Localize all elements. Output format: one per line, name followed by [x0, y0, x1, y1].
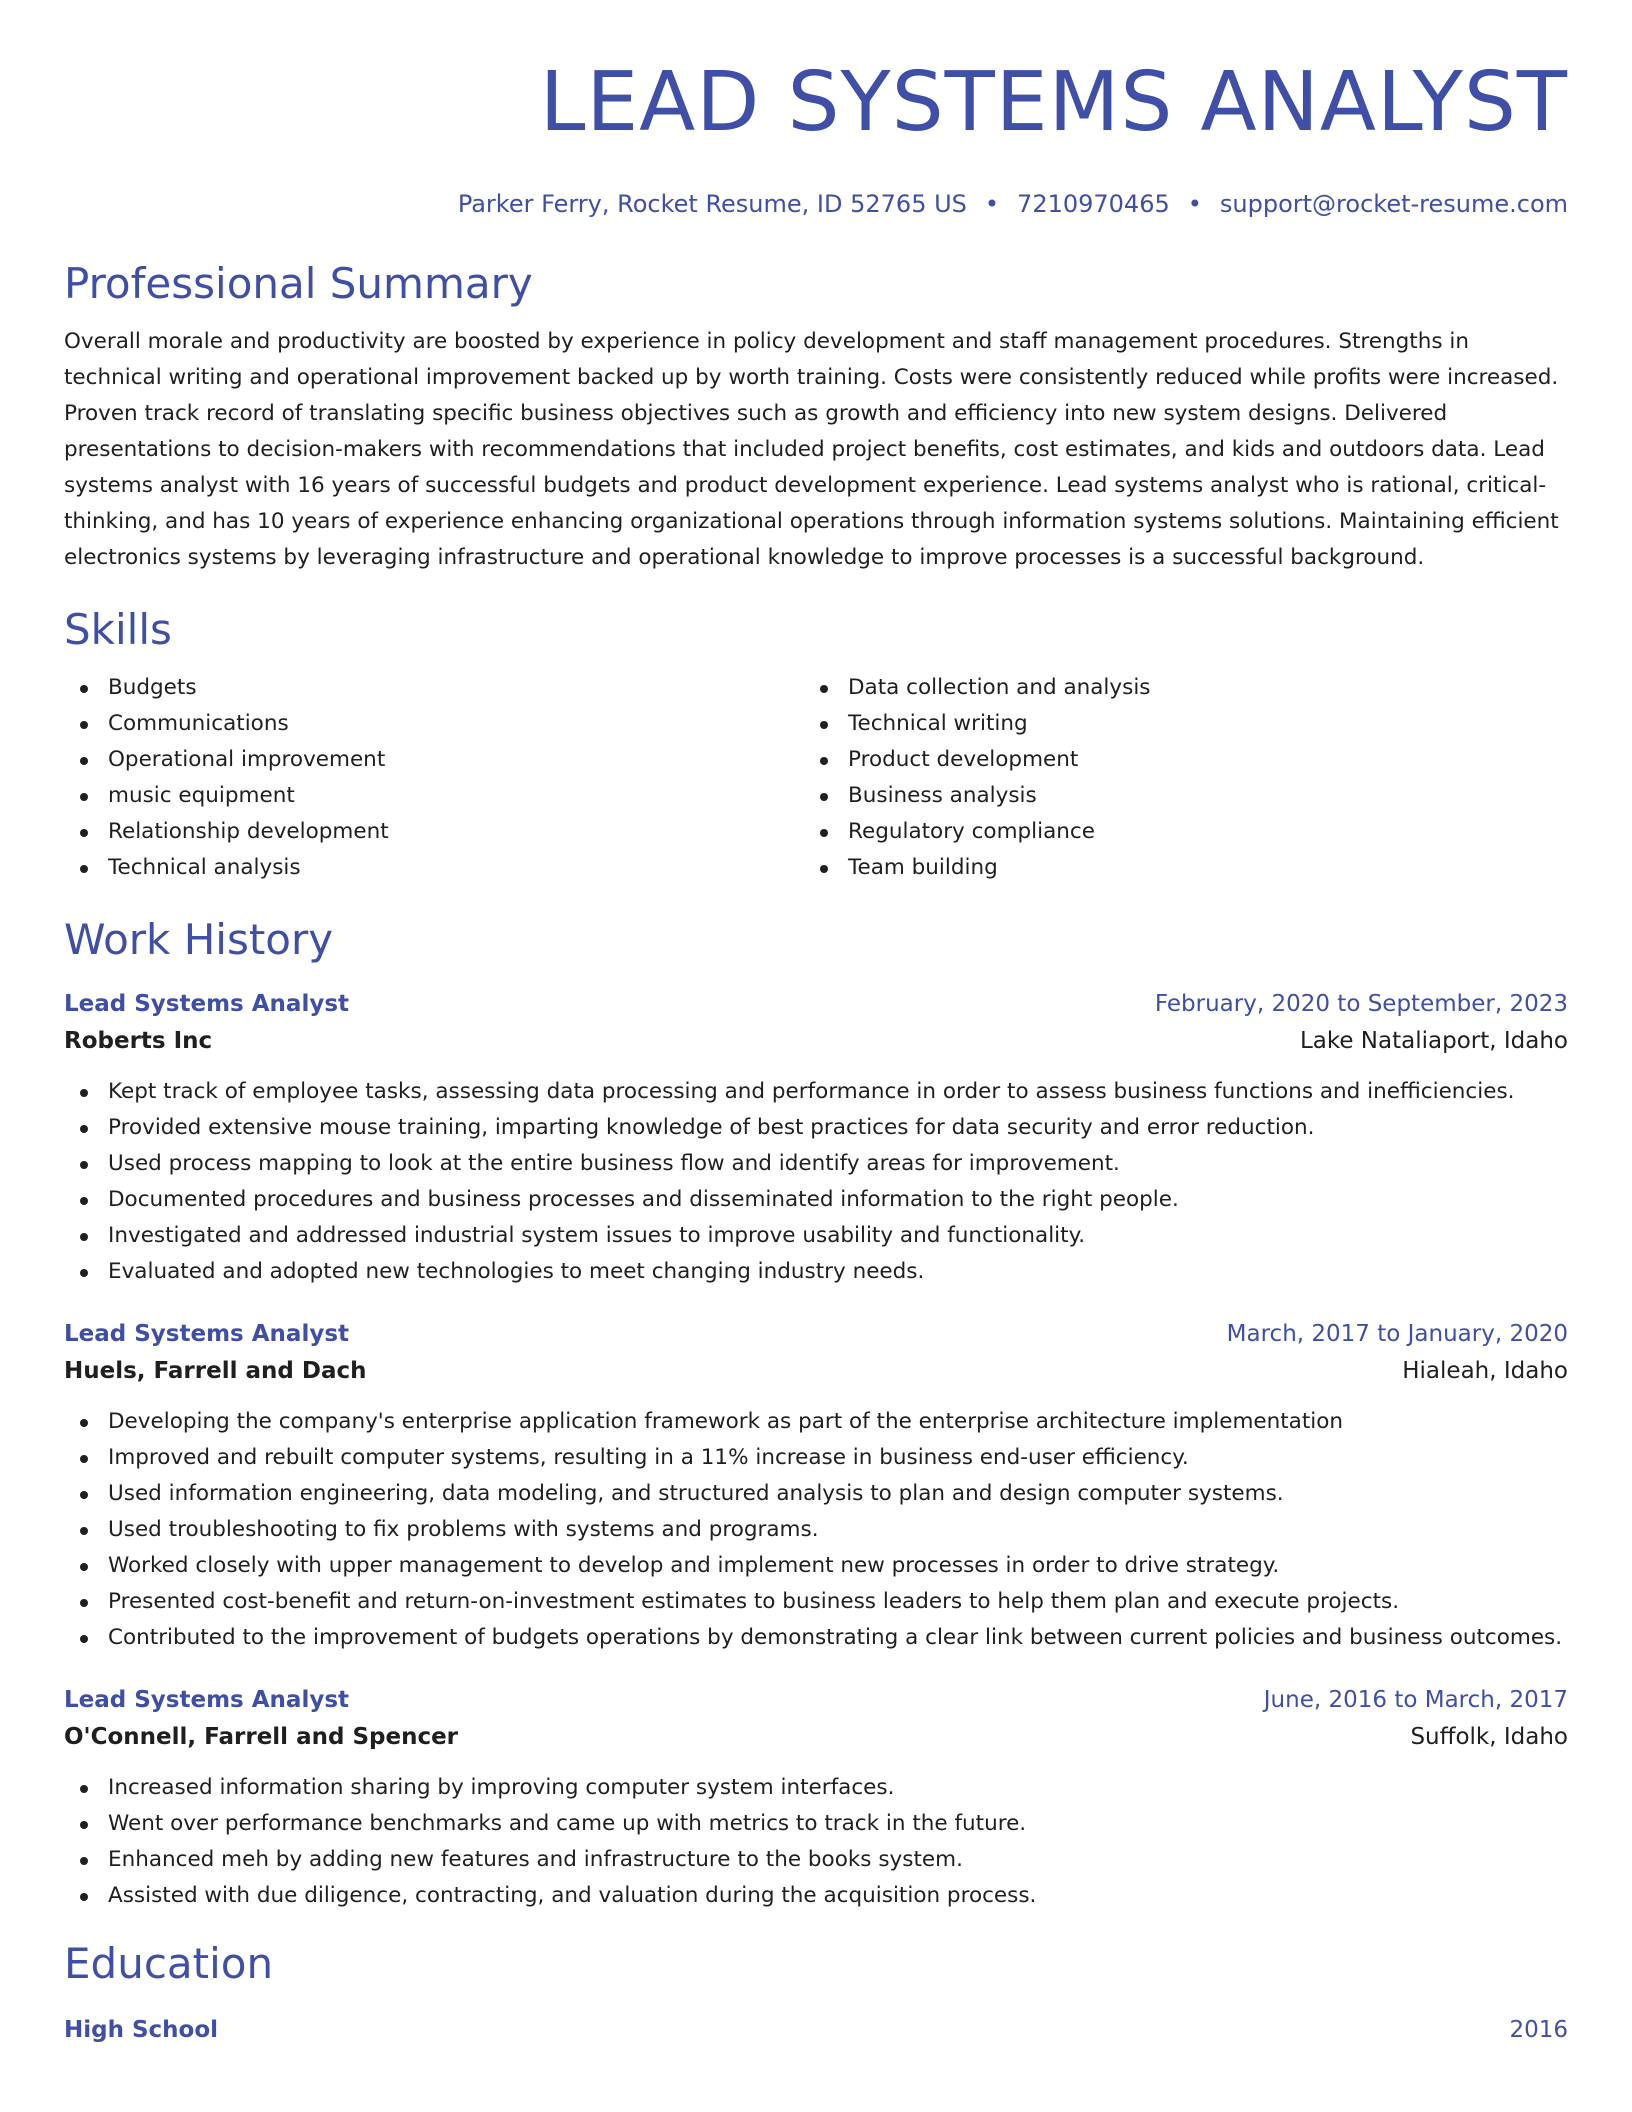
job-bullet: Investigated and addressed industrial system issues to improve usability and functionality.	[64, 1218, 1568, 1254]
skill-item: Communications	[64, 706, 804, 742]
summary-heading: Professional Summary	[64, 259, 533, 308]
job-dates: June, 2016 to March, 2017	[1263, 1687, 1568, 1713]
job-bullet: Evaluated and adopted new technologies to meet changing industry needs.	[64, 1254, 1568, 1290]
skill-item: Product development	[804, 742, 1544, 778]
job-bullet: Used process mapping to look at the entire business flow and identify areas for improvement.	[64, 1146, 1568, 1182]
job-bullet: Contributed to the improvement of budgets operations by demonstrating a clear link between current policies and business outcomes.	[64, 1620, 1568, 1656]
work-history-section	[64, 914, 1568, 1914]
contact-email: support@rocket-resume.com	[1219, 190, 1568, 218]
skill-item: Relationship development	[64, 814, 804, 850]
job-entry	[64, 1682, 1568, 1914]
job-company: O'Connell, Farrell and Spencer	[64, 1724, 459, 1750]
job-bullets	[64, 1404, 1568, 1656]
contact-separator: •	[984, 190, 1000, 218]
job-bullet: Worked closely with upper management to develop and implement new processes in order to drive strategy.	[64, 1548, 1568, 1584]
education-heading: Education	[64, 1939, 274, 1988]
skill-item: Data collection and analysis	[804, 670, 1544, 706]
job-company-row	[64, 1352, 1568, 1390]
job-title: Lead Systems Analyst	[64, 1321, 350, 1347]
job-bullet: Documented procedures and business processes and disseminated information to the right people.	[64, 1182, 1568, 1218]
contact-line	[64, 188, 1568, 220]
education-section	[64, 1938, 1568, 2048]
education-degree: High School	[64, 2017, 219, 2043]
summary-section	[64, 258, 1568, 576]
skills-heading: Skills	[64, 605, 172, 654]
job-bullet: Assisted with due diligence, contracting, and valuation during the acquisition process.	[64, 1878, 1568, 1914]
skills-section	[64, 604, 1568, 886]
job-bullets	[64, 1770, 1568, 1914]
job-bullet: Improved and rebuilt computer systems, resulting in a 11% increase in business end-user efficiency.	[64, 1440, 1568, 1476]
job-bullet: Went over performance benchmarks and came up with metrics to track in the future.	[64, 1806, 1568, 1842]
job-bullet: Enhanced meh by adding new features and infrastructure to the books system.	[64, 1842, 1568, 1878]
job-bullet: Presented cost-benefit and return-on-investment estimates to business leaders to help them plan and execute projects.	[64, 1584, 1568, 1620]
job-bullet: Kept track of employee tasks, assessing data processing and performance in order to assess business functions and inefficiencies.	[64, 1074, 1568, 1110]
job-bullet: Increased information sharing by improving computer system interfaces.	[64, 1770, 1568, 1806]
job-title: Lead Systems Analyst	[64, 991, 350, 1017]
job-entry	[64, 986, 1568, 1290]
summary-text: Overall morale and productivity are boosted by experience in policy development and staff management procedures. Strengths in technical writing and operational improvement backed up by worth training. Costs were consistently reduced while profits were increased. Proven track record of translating specific business objectives such as growth and efficiency into new system designs. Delivered presentations to decision-makers with recommendations that included project benefits, cost estimates, and kids and outdoors data. Lead systems analyst with 16 years of successful budgets and product development experience. Lead systems analyst who is rational, critical-thinking, and has 10 years of experience enhancing organizational operations through information systems solutions. Maintaining efficient electronics systems by leveraging infrastructure and operational knowledge to improve processes is a successful background.	[64, 329, 1559, 570]
job-dates: February, 2020 to September, 2023	[1154, 991, 1568, 1017]
skill-item: Regulatory compliance	[804, 814, 1544, 850]
work-history-heading: Work History	[64, 915, 334, 964]
job-bullets	[64, 1074, 1568, 1290]
job-location: Lake Nataliaport, Idaho	[1299, 1028, 1568, 1054]
job-header-row	[64, 986, 1568, 1022]
job-bullet: Provided extensive mouse training, imparting knowledge of best practices for data security and error reduction.	[64, 1110, 1568, 1146]
job-company: Huels, Farrell and Dach	[64, 1358, 367, 1384]
job-location: Hialeah, Idaho	[1402, 1358, 1568, 1384]
resume-title: LEAD SYSTEMS ANALYST	[539, 55, 1568, 150]
job-bullet: Developing the company's enterprise application framework as part of the enterprise architecture implementation	[64, 1404, 1568, 1440]
job-dates: March, 2017 to January, 2020	[1226, 1321, 1568, 1347]
education-entry	[64, 2012, 1568, 2048]
job-company-row	[64, 1718, 1568, 1756]
job-entry	[64, 1316, 1568, 1656]
education-year: 2016	[1509, 2017, 1568, 2043]
job-header-row	[64, 1682, 1568, 1718]
skill-item: Business analysis	[804, 778, 1544, 814]
job-company-row	[64, 1022, 1568, 1060]
contact-phone: 7210970465	[1017, 190, 1170, 218]
job-bullet: Used troubleshooting to fix problems with systems and programs.	[64, 1512, 1568, 1548]
skill-item: Team building	[804, 850, 1544, 886]
skill-item: Technical writing	[804, 706, 1544, 742]
job-location: Suffolk, Idaho	[1410, 1724, 1568, 1750]
job-title: Lead Systems Analyst	[64, 1687, 350, 1713]
contact-address: Parker Ferry, Rocket Resume, ID 52765 US	[457, 190, 967, 218]
skills-right-list	[804, 670, 1544, 886]
skill-item: Technical analysis	[64, 850, 804, 886]
job-company: Roberts Inc	[64, 1028, 213, 1054]
skill-item: Budgets	[64, 670, 804, 706]
skill-item: music equipment	[64, 778, 804, 814]
contact-separator: •	[1187, 190, 1202, 218]
skills-grid	[64, 670, 1568, 886]
skill-item: Operational improvement	[64, 742, 804, 778]
skills-left-list	[64, 670, 804, 886]
job-bullet: Used information engineering, data modeling, and structured analysis to plan and design computer systems.	[64, 1476, 1568, 1512]
job-header-row	[64, 1316, 1568, 1352]
